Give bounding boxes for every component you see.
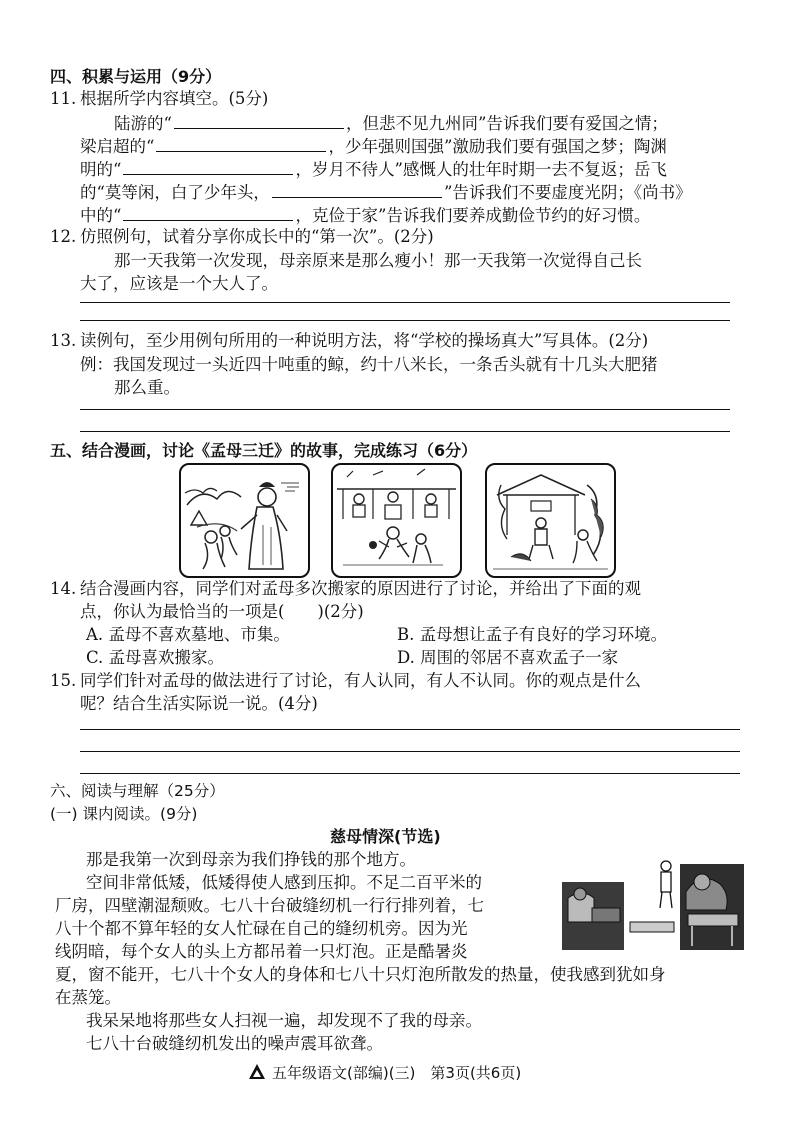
q14-option-c[interactable]: C. 孟母喜欢搬家。 bbox=[86, 648, 225, 667]
passage-p2-line5: 夏，窗不能开，七八十个女人的身体和七八十只灯泡所散发的热量，使我感到犹如身 bbox=[55, 965, 666, 984]
factory-illustration bbox=[562, 852, 744, 950]
q11-line6-suffix: ，克俭于家”告诉我们要养成勤俭节约的好习惯。 bbox=[295, 206, 651, 225]
q14-stem-line2: 点，你认为最恰当的一项是( )(2分) bbox=[80, 602, 364, 621]
q11-prompt: 根据所学内容填空。(5分) bbox=[80, 89, 269, 108]
q11-line6 bbox=[80, 203, 650, 227]
q11-line3 bbox=[80, 134, 667, 158]
q13-prompt: 读例句，至少用例句所用的一种说明方法，将“学校的操场真大”写具体。(2分) bbox=[80, 331, 649, 350]
q11-line4-suffix: ，岁月不待人”感慨人的壮年时期一去不复返；岳飞 bbox=[295, 160, 667, 179]
q12-prompt: 仿照例句，试着分享你成长中的“第一次”。(2分) bbox=[80, 227, 434, 246]
q11-blank-4[interactable] bbox=[272, 180, 442, 198]
factory-sewing-illustration bbox=[562, 852, 744, 950]
passage-p2-line3: 八十个都不算年轻的女人忙碌在自己的缝纫机旁。因为光 bbox=[55, 919, 468, 938]
q12-answer-line-2[interactable] bbox=[80, 320, 730, 321]
q11-line3-suffix: ，少年强则国强”激励我们要有强国之梦；陶渊 bbox=[328, 137, 667, 156]
passage-p2-line2: 厂房，四壁潮湿颓败。七八十台破缝纫机一行行排列着，七 bbox=[55, 896, 484, 915]
q11-line4 bbox=[80, 157, 667, 181]
passage-paragraph-3: 我呆呆地将那些女人扫视一遍，却发现不了我的母亲。 bbox=[86, 1011, 482, 1030]
passage-title: 慈母情深(节选) bbox=[330, 827, 441, 846]
q14-option-d[interactable]: D. 周围的邻居不喜欢孟子一家 bbox=[397, 648, 619, 667]
q11-blank-1[interactable] bbox=[174, 111, 344, 129]
q12-number: 12. bbox=[50, 227, 77, 246]
comic-3-illustration bbox=[487, 465, 614, 576]
q15-stem-line1: 同学们针对孟母的做法进行了讨论，有人认同，有人不认同。你的观点是什么 bbox=[80, 671, 641, 690]
q11-line2 bbox=[114, 111, 668, 135]
q15-answer-line-1[interactable] bbox=[80, 729, 740, 730]
q11-blank-5[interactable] bbox=[123, 203, 293, 221]
passage-p2-line1: 空间非常低矮，低矮得使人感到压抑。不足二百平米的 bbox=[86, 873, 482, 892]
passage-p2-line4: 线阴暗，每个女人的头上方都吊着一只灯泡。正是酷暑炎 bbox=[55, 942, 468, 961]
page-footer bbox=[248, 1062, 521, 1084]
q14-number: 14. bbox=[50, 579, 77, 598]
passage-paragraph-1: 那是我第一次到母亲为我们挣钱的那个地方。 bbox=[86, 850, 416, 869]
q15-stem-line2: 呢？结合生活实际说一说。(4分) bbox=[80, 694, 318, 713]
q13-example-line1: 例：我国发现过一头近四十吨重的鲸，约十八米长，一条舌头就有十几头大肥猪 bbox=[80, 355, 658, 374]
q15-answer-line-3[interactable] bbox=[80, 773, 740, 774]
q11-blank-2[interactable] bbox=[156, 134, 326, 152]
q13-answer-line-2[interactable] bbox=[80, 431, 730, 432]
comic-panel-2-market bbox=[331, 463, 462, 578]
q12-example-line1: 那一天我第一次发现，母亲原来是那么瘦小！那一天我第一次觉得自己长 bbox=[114, 251, 642, 270]
footer-text: 五年级语文(部编)(三) 第3页(共6页) bbox=[272, 1064, 522, 1082]
q11-line4-prefix: 明的“ bbox=[80, 160, 122, 179]
q12-answer-line-1[interactable] bbox=[80, 302, 730, 303]
q13-answer-line-1[interactable] bbox=[80, 409, 730, 410]
q11-line2-suffix: ，但悲不见九州同”告诉我们要有爱国之情； bbox=[345, 114, 668, 133]
q11-line2-prefix: 陆游的“ bbox=[114, 114, 172, 133]
q14-stem-line1: 结合漫画内容，同学们对孟母多次搬家的原因进行了讨论，并给出了下面的观 bbox=[80, 579, 641, 598]
q11-line5-suffix: ”告诉我们不要虚度光阴；《尚书》 bbox=[443, 183, 692, 202]
q15-number: 15. bbox=[50, 671, 77, 690]
section6-heading: 六、阅读与理解（25分） bbox=[50, 782, 225, 800]
comic-1-illustration bbox=[181, 465, 308, 576]
q11-line3-prefix: 梁启超的“ bbox=[80, 137, 155, 156]
q11-blank-3[interactable] bbox=[123, 157, 293, 175]
q11-number: 11. bbox=[50, 89, 77, 108]
comic-panel-3-school bbox=[485, 463, 616, 578]
q14-option-b[interactable]: B. 孟母想让孟子有良好的学习环境。 bbox=[397, 625, 668, 644]
q11-line5-prefix: 的“莫等闲，白了少年头， bbox=[80, 183, 270, 202]
passage-paragraph-4: 七八十台破缝纫机发出的噪声震耳欲聋。 bbox=[86, 1034, 383, 1053]
q13-number: 13. bbox=[50, 331, 77, 350]
comic-2-illustration bbox=[333, 465, 460, 576]
q11-line6-prefix: 中的“ bbox=[80, 206, 122, 225]
q14-option-a[interactable]: A. 孟母不喜欢墓地、市集。 bbox=[86, 625, 290, 644]
section6-subheading: (一) 课内阅读。(9分) bbox=[50, 805, 198, 823]
q12-example-line2: 大了，应该是一个大人了。 bbox=[80, 274, 278, 293]
q11-line5 bbox=[80, 180, 692, 204]
publisher-logo-icon bbox=[248, 1063, 266, 1081]
q15-answer-line-2[interactable] bbox=[80, 751, 740, 752]
comic-panel-1-graveyard bbox=[179, 463, 310, 578]
section5-heading: 五、结合漫画，讨论《孟母三迁》的故事，完成练习（6分） bbox=[50, 441, 478, 460]
section4-heading: 四、积累与运用（9分） bbox=[50, 67, 222, 86]
passage-p2-line6: 在蒸笼。 bbox=[55, 988, 121, 1007]
q13-example-line2: 那么重。 bbox=[114, 378, 180, 397]
